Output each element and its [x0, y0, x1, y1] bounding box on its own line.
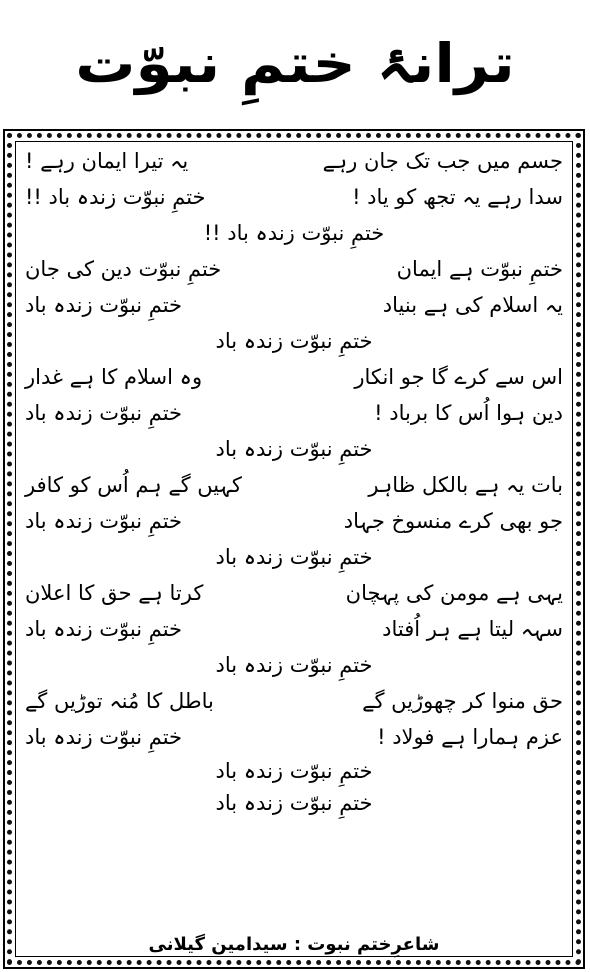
verse-right: یہ اسلام کی ہے بنیاد: [382, 293, 563, 317]
verse-left: ختمِ نبوّت زندہ باد: [25, 725, 183, 749]
stanza-5: [25, 579, 563, 687]
refrain-text: ختمِ نبوّت زندہ باد: [215, 759, 373, 783]
verse-right: سہہ لیتا ہے ہر اُفتاد: [382, 617, 563, 641]
verse-right: سدا رہے یہ تجھ کو یاد !: [352, 185, 563, 209]
verse-line: [25, 291, 563, 327]
verse-line: [25, 255, 563, 291]
stanza-6: [25, 687, 563, 823]
verse-line: [25, 363, 563, 399]
verse-line: [25, 723, 563, 759]
refrain-text: ختمِ نبوّت زندہ باد: [215, 437, 373, 461]
verse-left: باطل کا مُنہ توڑیں گے: [25, 689, 214, 713]
refrain: [25, 435, 563, 471]
poem-frame: [3, 129, 585, 969]
stanza-2: [25, 255, 563, 363]
final-refrain-text: ختمِ نبوّت زندہ باد: [215, 791, 373, 815]
refrain-text: ختمِ نبوّت زندہ باد !!: [203, 221, 385, 245]
verse-right: یہی ہے مومن کی پہچان: [345, 581, 563, 605]
verse-line: [25, 399, 563, 435]
verse-line: [25, 471, 563, 507]
verse-right: ختمِ نبوّت ہے ایمان: [396, 257, 563, 281]
verse-right: حق منوا کر چھوڑیں گے: [362, 689, 563, 713]
verse-line: [25, 579, 563, 615]
verse-right: جو بھی کرے منسوخ جہاد: [343, 509, 563, 533]
final-refrain: [25, 791, 563, 823]
refrain: [25, 543, 563, 579]
stanza-3: [25, 363, 563, 471]
verse-right: عزم ہمارا ہے فولاد !: [377, 725, 563, 749]
page-title: ترانۂ ختمِ نبوّت: [75, 32, 515, 96]
stanza-1: [25, 147, 563, 255]
poem-body: [25, 147, 563, 967]
refrain: [25, 327, 563, 363]
verse-left: وہ اسلام کا ہے غدار: [25, 365, 203, 389]
verse-left: ختمِ نبوّت زندہ باد: [25, 617, 183, 641]
refrain-text: ختمِ نبوّت زندہ باد: [215, 653, 373, 677]
poet-credit: شاعرِختم نبوت : سیدامین گیلانی: [148, 934, 440, 955]
verse-right: جسم میں جب تک جان رہے: [322, 149, 563, 173]
verse-left: کہیں گے ہم اُس کو کافر: [25, 473, 242, 497]
verse-left: ختمِ نبوّت دین کی جان: [25, 257, 222, 281]
verse-left: ختمِ نبوّت زندہ باد: [25, 293, 183, 317]
verse-line: [25, 687, 563, 723]
verse-left: یہ تیرا ایمان رہے !: [25, 149, 189, 173]
refrain-text: ختمِ نبوّت زندہ باد: [215, 545, 373, 569]
verse-right: اس سے کرے گا جو انکار: [354, 365, 563, 389]
stanza-4: [25, 471, 563, 579]
verse-left: ختمِ نبوّت زندہ باد: [25, 401, 183, 425]
title-banner: [0, 0, 590, 128]
verse-right: دین ہوا اُس کا برباد !: [374, 401, 563, 425]
verse-left: کرتا ہے حق کا اعلان: [25, 581, 204, 605]
refrain: [25, 219, 563, 255]
refrain: [25, 759, 563, 791]
verse-left: ختمِ نبوّت زندہ باد: [25, 509, 183, 533]
verse-line: [25, 615, 563, 651]
refrain-text: ختمِ نبوّت زندہ باد: [215, 329, 373, 353]
verse-line: [25, 147, 563, 183]
verse-right: بات یہ ہے بالکل ظاہر: [368, 473, 563, 497]
verse-line: [25, 507, 563, 543]
refrain: [25, 651, 563, 687]
verse-left: ختمِ نبوّت زندہ باد !!: [25, 185, 206, 209]
verse-line: [25, 183, 563, 219]
